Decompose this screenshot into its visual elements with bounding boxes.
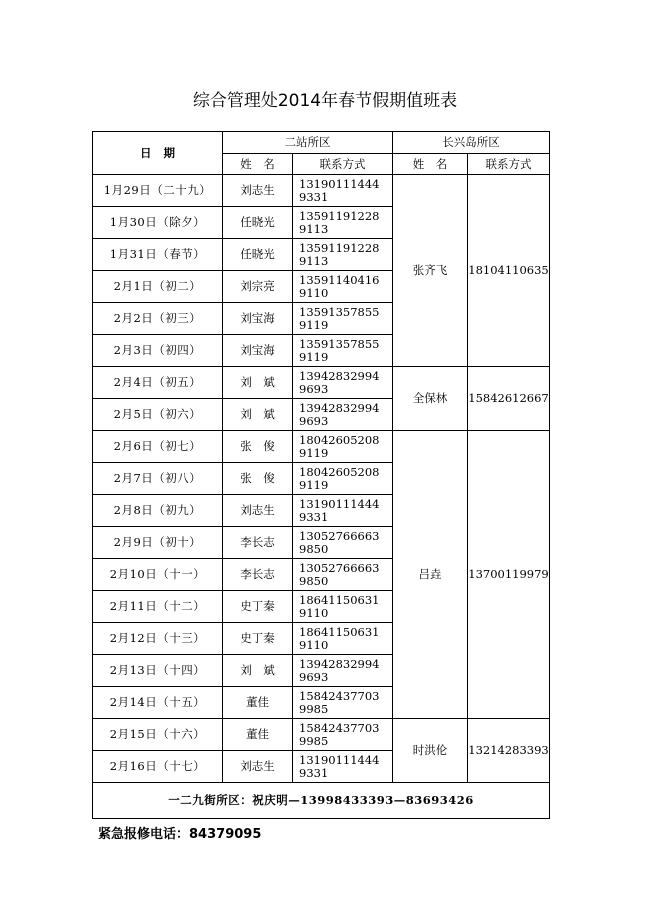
cx-phone-2: 15842612667 — [468, 367, 550, 431]
header-date: 日期 — [93, 132, 223, 175]
footer-contact: 一二九街所区：祝庆明—13998433393—83693426 — [93, 783, 550, 819]
row-date: 1月30日（除夕） — [93, 207, 223, 239]
emergency-hotline — [98, 823, 261, 842]
cx-name-2: 全保林 — [393, 367, 468, 431]
row-date: 2月12日（十三） — [93, 623, 223, 655]
row-name: 李长志 — [223, 559, 293, 591]
row-date: 2月16日（十七） — [93, 751, 223, 783]
row-date: 2月11日（十二） — [93, 591, 223, 623]
row-date: 2月1日（初二） — [93, 271, 223, 303]
page-title: 综合管理处2014年春节假期值班表 — [192, 91, 458, 111]
row-date: 2月2日（初三） — [93, 303, 223, 335]
row-name: 张 俊 — [223, 463, 293, 495]
row-date: 2月10日（十一） — [93, 559, 223, 591]
header-name-2: 姓 名 — [393, 154, 468, 175]
row-name: 刘宝海 — [223, 335, 293, 367]
row-date: 2月14日（十五） — [93, 687, 223, 719]
row-phone: 13052766663 9850 — [293, 559, 393, 591]
row-name: 刘志生 — [223, 175, 293, 207]
row-date: 2月7日（初八） — [93, 463, 223, 495]
row-name: 任晓光 — [223, 207, 293, 239]
emergency-number: 84379095 — [189, 827, 262, 842]
row-phone: 13190111444 9331 — [293, 175, 393, 207]
row-phone: 13942832994 9693 — [293, 367, 393, 399]
row-phone: 18641150631 9110 — [293, 591, 393, 623]
row-name: 刘宝海 — [223, 303, 293, 335]
row-phone: 13190111444 9331 — [293, 495, 393, 527]
header-contact: 联系方式 — [293, 154, 393, 175]
row-name: 刘 斌 — [223, 367, 293, 399]
row-date: 2月9日（初十） — [93, 527, 223, 559]
cx-phone-3: 13700119979 — [468, 431, 550, 719]
table-row — [93, 367, 550, 399]
row-name: 刘志生 — [223, 495, 293, 527]
row-phone: 13942832994 9693 — [293, 655, 393, 687]
row-date: 1月31日（春节） — [93, 239, 223, 271]
row-phone: 13591140416 9110 — [293, 271, 393, 303]
table-row — [93, 431, 550, 463]
table-row — [93, 175, 550, 207]
row-phone: 18042605208 9119 — [293, 463, 393, 495]
row-name: 张 俊 — [223, 431, 293, 463]
row-name: 史丁秦 — [223, 623, 293, 655]
row-date: 2月15日（十六） — [93, 719, 223, 751]
row-date: 2月4日（初五） — [93, 367, 223, 399]
row-name: 刘志生 — [223, 751, 293, 783]
header-contact-2: 联系方式 — [468, 154, 550, 175]
row-phone: 15842437703 9985 — [293, 719, 393, 751]
cx-name-4: 时洪伦 — [393, 719, 468, 783]
table-row — [93, 719, 550, 751]
cx-phone-4: 13214283393 — [468, 719, 550, 783]
row-name: 刘 斌 — [223, 655, 293, 687]
cx-name-3: 吕垚 — [393, 431, 468, 719]
row-name: 董佳 — [223, 719, 293, 751]
row-date: 2月5日（初六） — [93, 399, 223, 431]
row-date: 2月8日（初九） — [93, 495, 223, 527]
header-station2: 二站所区 — [223, 132, 393, 154]
row-name: 董佳 — [223, 687, 293, 719]
cx-phone-1: 18104110635 — [468, 175, 550, 367]
row-phone: 13190111444 9331 — [293, 751, 393, 783]
row-phone: 15842437703 9985 — [293, 687, 393, 719]
row-date: 1月29日（二十九） — [93, 175, 223, 207]
row-phone: 13052766663 9850 — [293, 527, 393, 559]
row-name: 任晓光 — [223, 239, 293, 271]
row-phone: 13591357855 9119 — [293, 335, 393, 367]
header-name: 姓 名 — [223, 154, 293, 175]
row-date: 2月3日（初四） — [93, 335, 223, 367]
header-changxing: 长兴岛所区 — [393, 132, 550, 154]
row-name: 史丁秦 — [223, 591, 293, 623]
row-phone: 13591191228 9113 — [293, 239, 393, 271]
row-name: 刘 斌 — [223, 399, 293, 431]
row-name: 李长志 — [223, 527, 293, 559]
row-phone: 18641150631 9110 — [293, 623, 393, 655]
row-phone: 13591191228 9113 — [293, 207, 393, 239]
duty-table — [92, 131, 550, 819]
row-phone: 13942832994 9693 — [293, 399, 393, 431]
row-phone: 18042605208 9119 — [293, 431, 393, 463]
row-name: 刘宗亮 — [223, 271, 293, 303]
row-date: 2月6日（初七） — [93, 431, 223, 463]
row-phone: 13591357855 9119 — [293, 303, 393, 335]
cx-name-1: 张齐飞 — [393, 175, 468, 367]
emergency-label: 紧急报修电话： — [98, 827, 190, 842]
row-date: 2月13日（十四） — [93, 655, 223, 687]
